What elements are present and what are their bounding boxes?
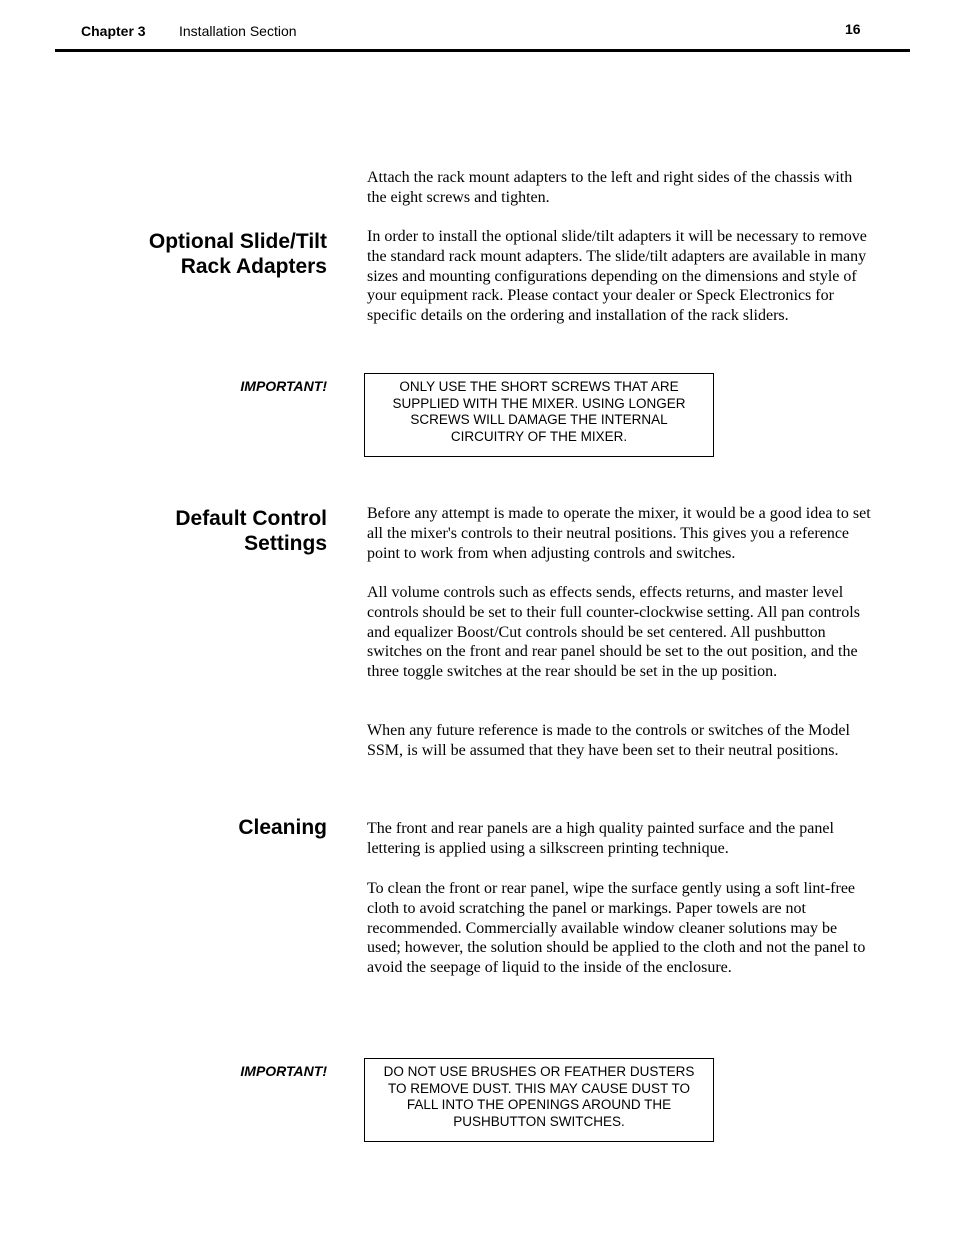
heading-line: Rack Adapters	[180, 255, 327, 278]
default-control-paragraph-2: All volume controls such as effects sends, effects returns, and master level controls should be set to their full counter-clockwise setting. All pan controls and equalizer Boost/Cut controls should be set centered. All pushbutton switches on the front and rear panel should be set to the out position, and the three toggle switches at the rear should be set in the up position.	[367, 584, 860, 681]
heading-cleaning	[67, 815, 327, 840]
cleaning-paragraph-1: The front and rear panels are a high quality painted surface and the panel lettering is applied using a silkscreen printing technique.	[367, 820, 834, 857]
slide-tilt-paragraph: In order to install the optional slide/tilt adapters it will be necessary to remove the standard rack mount adapters. The slide/tilt adapters are available in many sizes and mounting configurations depending on the dimensions and style of your equipment rack. Please contact your dealer or Speck Electronics for specific details on the ordering and installation of the rack sliders.	[367, 228, 867, 325]
important-label: IMPORTANT!	[240, 378, 327, 394]
notice-box	[364, 373, 714, 457]
important-label: IMPORTANT!	[240, 1063, 327, 1079]
heading-slide-tilt	[67, 229, 327, 279]
heading-line: Optional Slide/Tilt	[148, 230, 327, 253]
notice-text: DO NOT USE BRUSHES OR FEATHER DUSTERS TO REMOVE DUST. THIS MAY CAUSE DUST TO FALL INTO THE OPENINGS AROUND THE PUSHBUTTON SWITCHES.	[383, 1064, 695, 1129]
default-control-paragraph-3: When any future reference is made to the controls or switches of the Model SSM, is will be assumed that they have been set to their neutral positions.	[367, 722, 850, 759]
default-control-paragraph-1: Before any attempt is made to operate the mixer, it would be a good idea to set all the mixer's controls to their neutral positions. This gives you a reference point to work from when adjusting controls and switches.	[367, 505, 871, 562]
page-header	[0, 0, 954, 60]
page-number: 16	[845, 21, 861, 37]
heading-line: Cleaning	[238, 816, 327, 839]
section-title: Installation Section	[179, 23, 297, 39]
heading-line: Settings	[244, 532, 327, 555]
notice-box	[364, 1058, 714, 1142]
heading-line: Default Control	[175, 507, 327, 530]
heading-default-control	[67, 506, 327, 556]
chapter-label: Chapter 3	[81, 23, 146, 39]
notice-text: ONLY USE THE SHORT SCREWS THAT ARE SUPPLIED WITH THE MIXER. USING LONGER SCREWS WILL DAMAGE THE INTERNAL CIRCUITRY OF THE MIXER.	[392, 379, 686, 444]
cleaning-paragraph-2: To clean the front or rear panel, wipe the surface gently using a soft lint-free cloth to avoid scratching the panel or markings. Paper towels are not recommended. Commercially available window cleaner solutions may be used; however, the solution should be applied to the cloth and not the panel to avoid the seepage of liquid to the inside of the enclosure.	[367, 880, 866, 977]
intro-paragraph: Attach the rack mount adapters to the left and right sides of the chassis with the eight screws and tighten.	[367, 169, 853, 206]
header-rule	[55, 49, 910, 52]
